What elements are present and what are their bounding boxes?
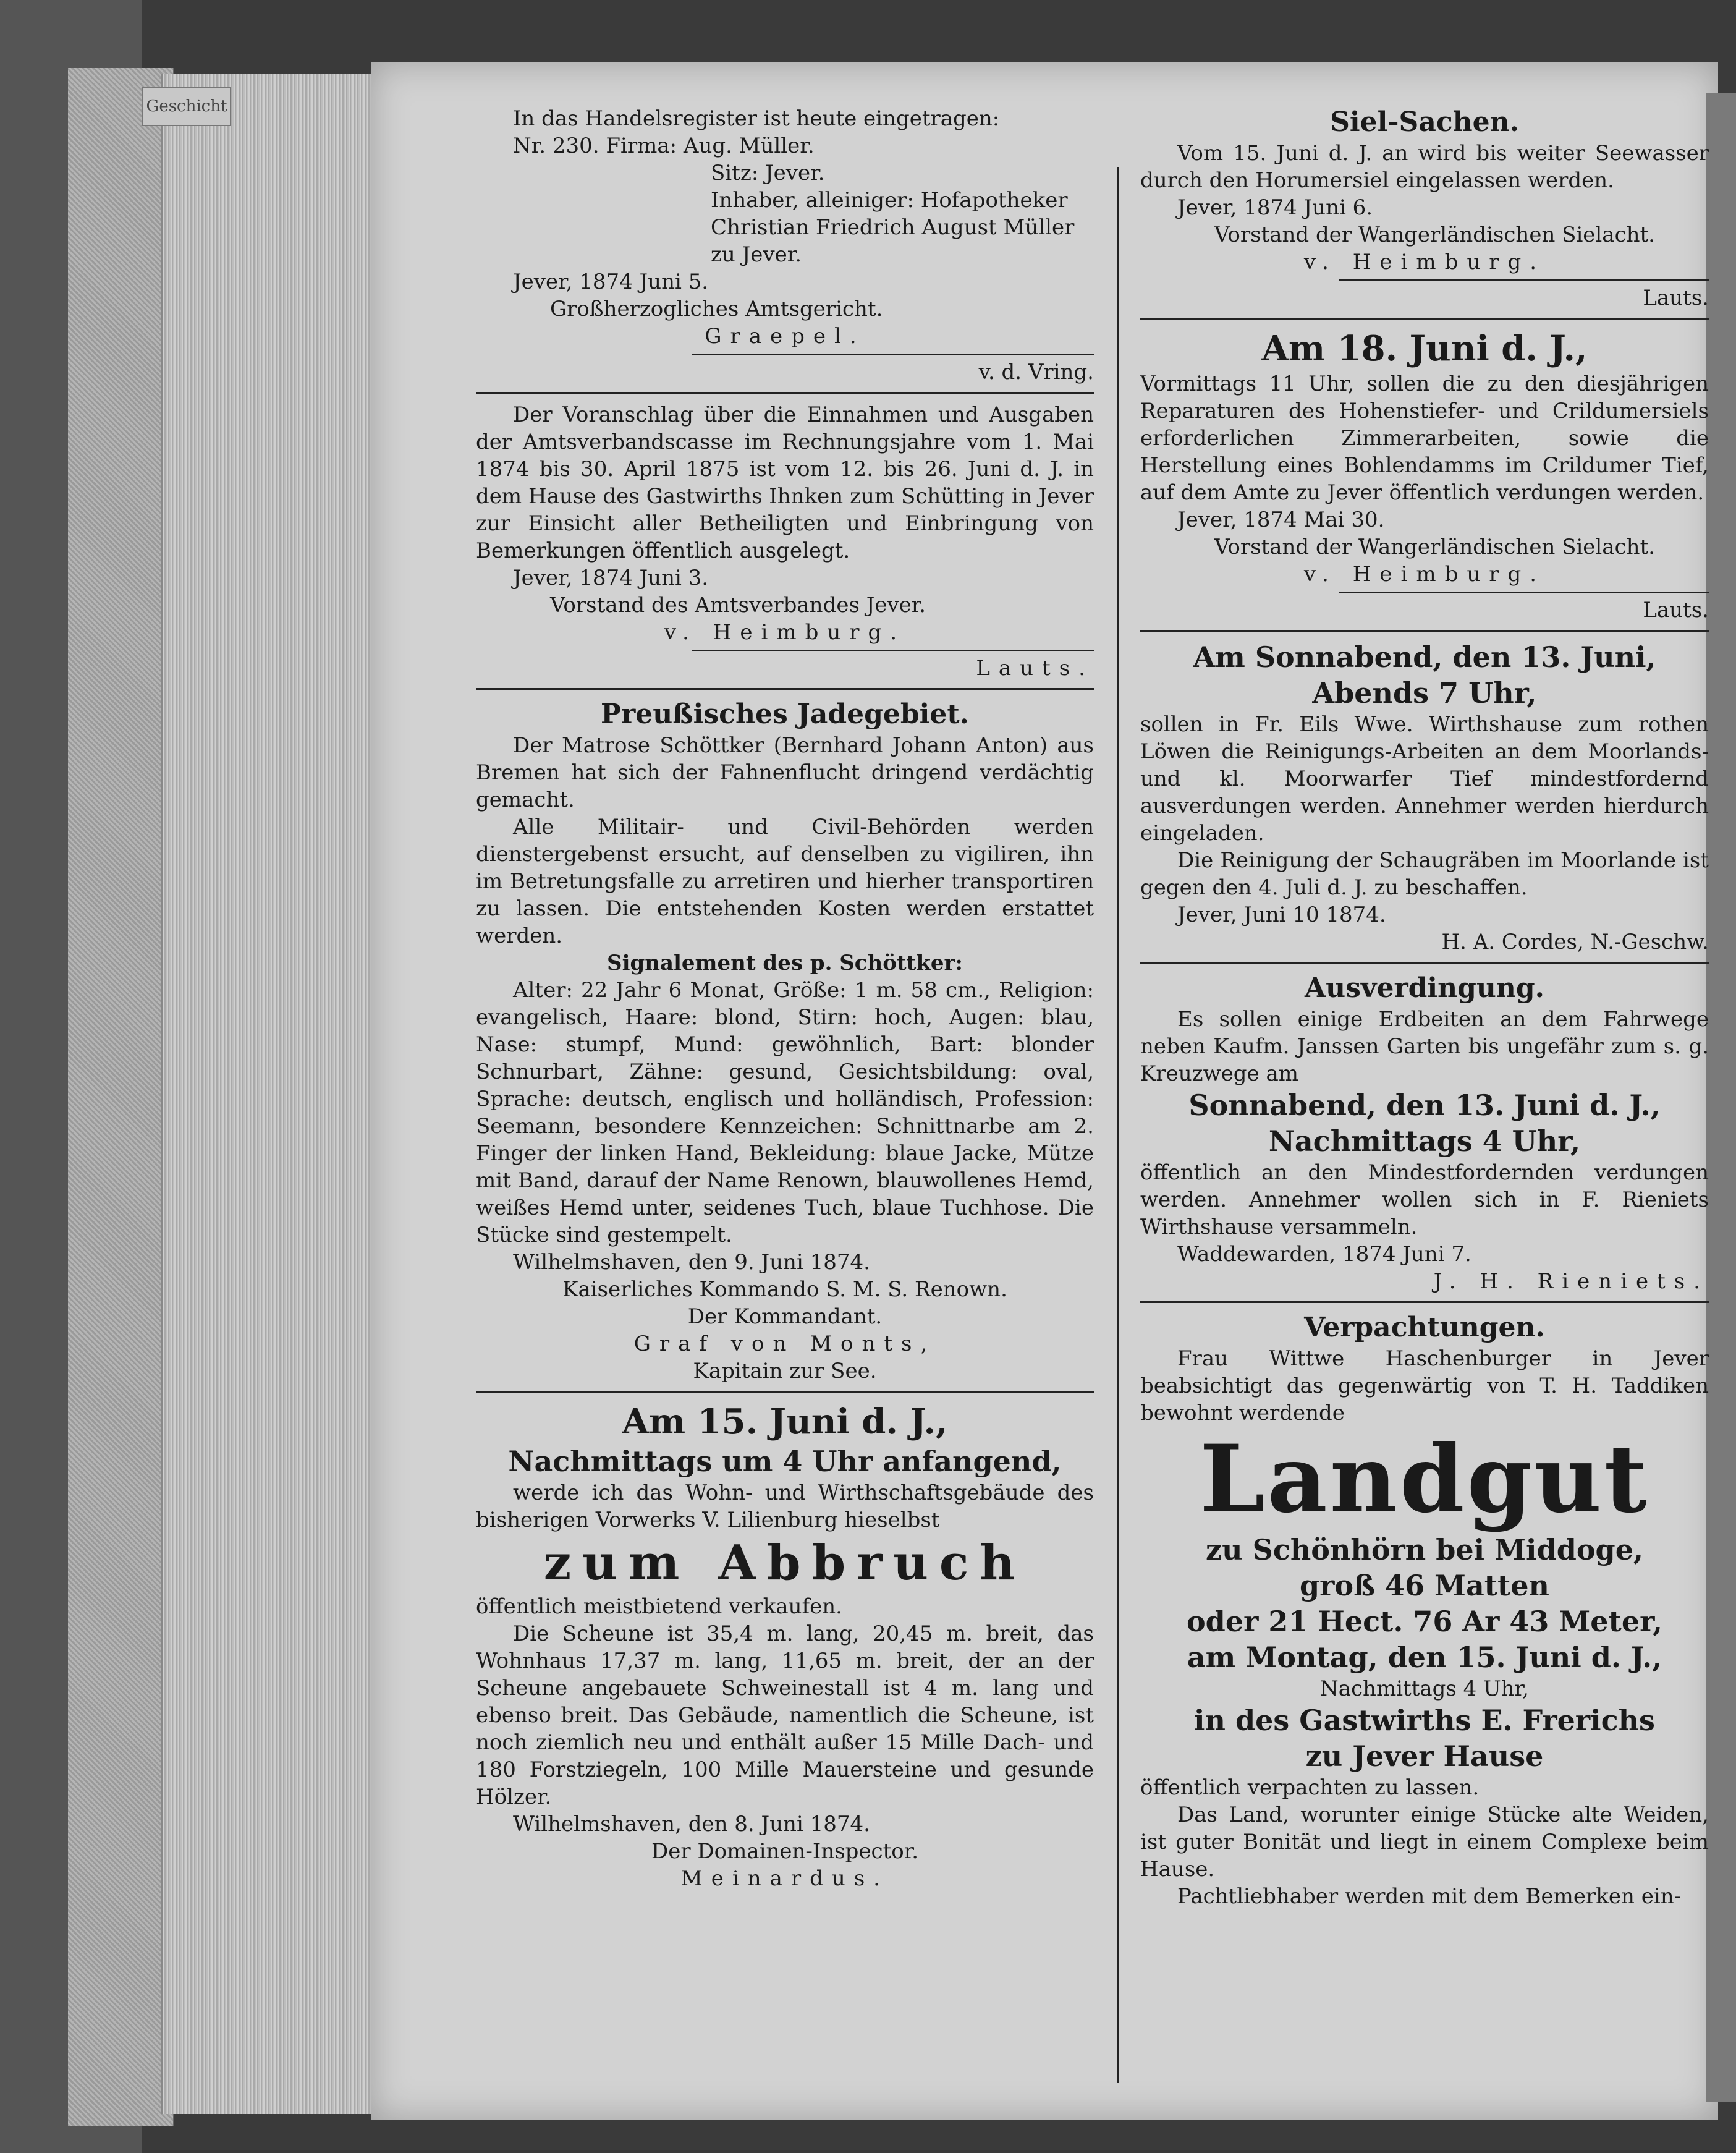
notice-authority: Vorstand der Wangerländischen Sielacht. — [1214, 535, 1655, 559]
notice-signature: v. Heimburg. — [1303, 562, 1546, 587]
section-rule — [1140, 1301, 1709, 1303]
notice-title: in des Gastwirths E. Frerichs — [1194, 1704, 1655, 1737]
notice-title: Abends 7 Uhr, — [1312, 676, 1537, 710]
notice-ausverdingung — [1140, 971, 1709, 1295]
notice-authority: Vorstand der Wangerländischen Sielacht. — [1214, 223, 1655, 247]
notice-title: Am 18. Juni d. J., — [1261, 328, 1588, 369]
notice-text: Es sollen einige Erdbeiten an dem Fahrwege neben Kaufm. Janssen Garten bis ungefähr zum s. g. Kreuzwege am — [1140, 1007, 1709, 1086]
notice-title: Sonnabend, den 13. Juni d. J., — [1188, 1089, 1661, 1122]
notice-title: groß 46 Matten — [1299, 1569, 1549, 1602]
notice-title: Nachmittags um 4 Uhr anfangend, — [508, 1445, 1062, 1478]
notice-text: öffentlich an den Mindestfordernden verdungen werden. Annehmer wollen sich in F. Rieniets Wirthshause versammeln. — [1140, 1160, 1709, 1239]
notice-text: zu Jever. — [711, 242, 802, 267]
notice-title: Nachmittags 4 Uhr, — [1268, 1124, 1581, 1158]
signature-rule — [1339, 279, 1709, 281]
notice-title: zu Schönhörn bei Middoge, — [1206, 1533, 1643, 1566]
notice-text: Alle Militair- und Civil-Behörden werden dienstergebenst ersucht, auf denselben zu vigiliren, ihn im Betretungsfalle zu arretiren und hierher transportiren zu lassen. Die entstehenden Kosten werden erstattet werden. — [476, 815, 1094, 948]
notice-signature: Lauts. — [1643, 286, 1709, 310]
section-rule — [476, 688, 1094, 690]
notice-authority: Kaiserliches Kommando S. M. S. Renown. — [562, 1277, 1007, 1302]
notice-verpachtungen — [1140, 1310, 1709, 1910]
notice-text: öffentlich verpachten zu lassen. — [1140, 1775, 1480, 1800]
notice-text: Der Voranschlag über die Einnahmen und Ausgaben der Amtsverbandscasse im Rechnungsjahre vom 1. Mai 1874 bis 30. April 1875 ist vom 12. bis 26. Juni d. J. in dem Hause des Gastwirths Ihnken zum Schütting in Jever zur Einsicht aller Betheiligten und Einbringung von Bemerkungen öffentlich ausgelegt. — [476, 402, 1094, 563]
signature-rule — [1339, 592, 1709, 593]
notice-signature: Graepel. — [705, 324, 865, 349]
notice-sonnabend — [1140, 639, 1709, 956]
section-rule — [476, 1391, 1094, 1393]
notice-title: Siel-Sachen. — [1330, 106, 1519, 138]
left-column — [476, 105, 1094, 1892]
notice-signature: H. A. Cordes, N.-Geschw. — [1441, 930, 1709, 954]
notice-text: Inhaber, alleiniger: Hofapotheker — [711, 188, 1068, 213]
notice-text: In das Handelsregister ist heute eingetragen: — [513, 106, 1000, 131]
notice-authority: Vorstand des Amtsverbandes Jever. — [550, 593, 926, 618]
notice-date: Wilhelmshaven, den 8. Juni 1874. — [513, 1812, 870, 1837]
notice-signature: Lauts. — [976, 656, 1094, 681]
signature-rule — [692, 650, 1094, 651]
notice-title: am Montag, den 15. Juni d. J., — [1187, 1641, 1662, 1674]
notice-signature: v. Heimburg. — [1303, 250, 1546, 274]
notice-voranschlag — [476, 401, 1094, 682]
notice-date: Waddewarden, 1874 Juni 7. — [1177, 1242, 1471, 1267]
notice-handelsregister — [476, 105, 1094, 386]
section-rule — [1140, 630, 1709, 632]
notice-headline: Landgut — [1200, 1425, 1649, 1534]
notice-headline: zum Abbruch — [543, 1535, 1027, 1591]
notice-date: Wilhelmshaven, den 9. Juni 1874. — [513, 1250, 870, 1275]
notice-juni18 — [1140, 327, 1709, 624]
page-block-edges — [161, 74, 376, 2114]
notice-text: Vom 15. Juni d. J. an wird bis weiter Seewasser durch den Horumersiel eingelassen werden. — [1140, 141, 1709, 193]
notice-text: Nr. 230. Firma: Aug. Müller. — [513, 134, 815, 158]
signature-rule — [692, 354, 1094, 355]
notice-date: Jever, 1874 Juni 5. — [513, 270, 709, 294]
notice-text: Christian Friedrich August Müller — [711, 215, 1075, 240]
spine-label: Geschicht — [142, 87, 231, 126]
notice-signature: Kapitain zur See. — [693, 1359, 877, 1383]
notice-text: Die Reinigung der Schaugräben im Moorlande ist gegen den 4. Juli d. J. zu beschaffen. — [1140, 848, 1709, 900]
notice-signature: Graf von Monts, — [633, 1331, 936, 1356]
notice-text: Das Land, worunter einige Stücke alte Weiden, ist guter Bonität und liegt in einem Complexe beim Hause. — [1140, 1803, 1709, 1882]
notice-siel — [1140, 105, 1709, 312]
notice-date: Jever, 1874 Juni 3. — [513, 566, 709, 590]
section-rule — [1140, 318, 1709, 320]
notice-text: Alter: 22 Jahr 6 Monat, Größe: 1 m. 58 cm., Religion: evangelisch, Haare: blond, Stirn: hoch, Augen: blau, Nase: stumpf, Mund: gewöhnlich, Bart: blonder Schnurbart, Zähne: gesund, Gesichtsbildung: oval, Sprache: deutsch, englisch und holländisch, Profession: Seemann, besondere Kennzeichen: Schnittnarbe am 2. Finger der linken Hand, Bekleidung: blaue Jacke, Mütze mit Band, darauf der Name Renown, blauwollenes Hemd, weißes Hemd unter, seidenes Tuch, blaue Tuchhose. Die Stücke sind gestempelt. — [476, 978, 1094, 1247]
notice-abbruch — [476, 1400, 1094, 1892]
notice-text: Pachtliebhaber werden mit dem Bemerken ein- — [1177, 1884, 1682, 1909]
notice-authority: Der Domainen-Inspector. — [651, 1839, 919, 1864]
notice-signature: Lauts. — [1643, 598, 1709, 622]
notice-text: Sitz: Jever. — [711, 161, 825, 185]
notice-signature: Meinardus. — [680, 1866, 889, 1891]
notice-text: Vormittags 11 Uhr, sollen die zu den diesjährigen Reparaturen des Hohenstiefer- und Crildumersiels erforderlichen Zimmerarbeiten, sowie die Herstellung eines Bohlendamms im Crildumer Tief, auf dem Amte zu Jever öffentlich verdungen werden. — [1140, 372, 1709, 505]
column-divider — [1117, 167, 1119, 2083]
notice-signature: v. Heimburg. — [664, 620, 906, 645]
page-shadow-edge — [1706, 93, 1736, 2102]
notice-authority: Großherzogliches Amtsgericht. — [550, 297, 883, 321]
notice-text: öffentlich meistbietend verkaufen. — [476, 1594, 842, 1619]
notice-title: Am Sonnabend, den 13. Juni, — [1193, 640, 1656, 674]
notice-jadegebiet — [476, 697, 1094, 1385]
notice-authority: Der Kommandant. — [687, 1304, 883, 1329]
notice-date: Jever, 1874 Mai 30. — [1177, 507, 1385, 532]
notice-title: Preußisches Jadegebiet. — [601, 699, 969, 730]
notice-signature: v. d. Vring. — [978, 360, 1094, 384]
notice-text: Nachmittags 4 Uhr, — [1319, 1676, 1529, 1701]
notice-title: Am 15. Juni d. J., — [622, 1401, 948, 1442]
notice-text: Der Matrose Schöttker (Bernhard Johann Anton) aus Bremen hat sich der Fahnenflucht dringend verdächtig gemacht. — [476, 733, 1094, 812]
right-column — [1140, 105, 1709, 1910]
notice-signature: J. H. Rieniets. — [1433, 1269, 1709, 1294]
notice-date: Jever, Juni 10 1874. — [1177, 902, 1386, 927]
section-rule — [476, 392, 1094, 394]
notice-text: werde ich das Wohn- und Wirthschaftsgebäude des bisherigen Vorwerks V. Lilienburg hieselbst — [476, 1480, 1094, 1532]
notice-subheading: Signalement des p. Schöttker: — [607, 951, 963, 975]
notice-title: zu Jever Hause — [1305, 1739, 1544, 1773]
notice-text: Frau Wittwe Haschenburger in Jever beabsichtigt das gegenwärtig von T. H. Taddiken bewohnt werdende — [1140, 1346, 1709, 1425]
notice-title: Ausverdingung. — [1305, 972, 1544, 1004]
notice-text: sollen in Fr. Eils Wwe. Wirthshause zum rothen Löwen die Reinigungs-Arbeiten an dem Moorlands- und kl. Moorwarfer Tief mindestfordernd ausverdungen werden. Annehmer werden hierdurch eingeladen. — [1140, 712, 1709, 846]
notice-text: Die Scheune ist 35,4 m. lang, 20,45 m. breit, das Wohnhaus 17,37 m. lang, 11,65 m. breit, der an der Scheune angebauete Schweinestall ist 4 m. lang und ebenso breit. Das Gebäude, namentlich die Scheune, ist noch ziemlich neu und enthält außer 15 Mille Dach- und 180 Forstziegeln, 100 Mille Mauersteine und gesunde Hölzer. — [476, 1621, 1094, 1809]
notice-title: oder 21 Hect. 76 Ar 43 Meter, — [1186, 1605, 1662, 1638]
section-rule — [1140, 962, 1709, 964]
book-cover-edge — [68, 68, 174, 2126]
notice-date: Jever, 1874 Juni 6. — [1177, 195, 1373, 220]
notice-title: Verpachtungen. — [1304, 1312, 1545, 1343]
